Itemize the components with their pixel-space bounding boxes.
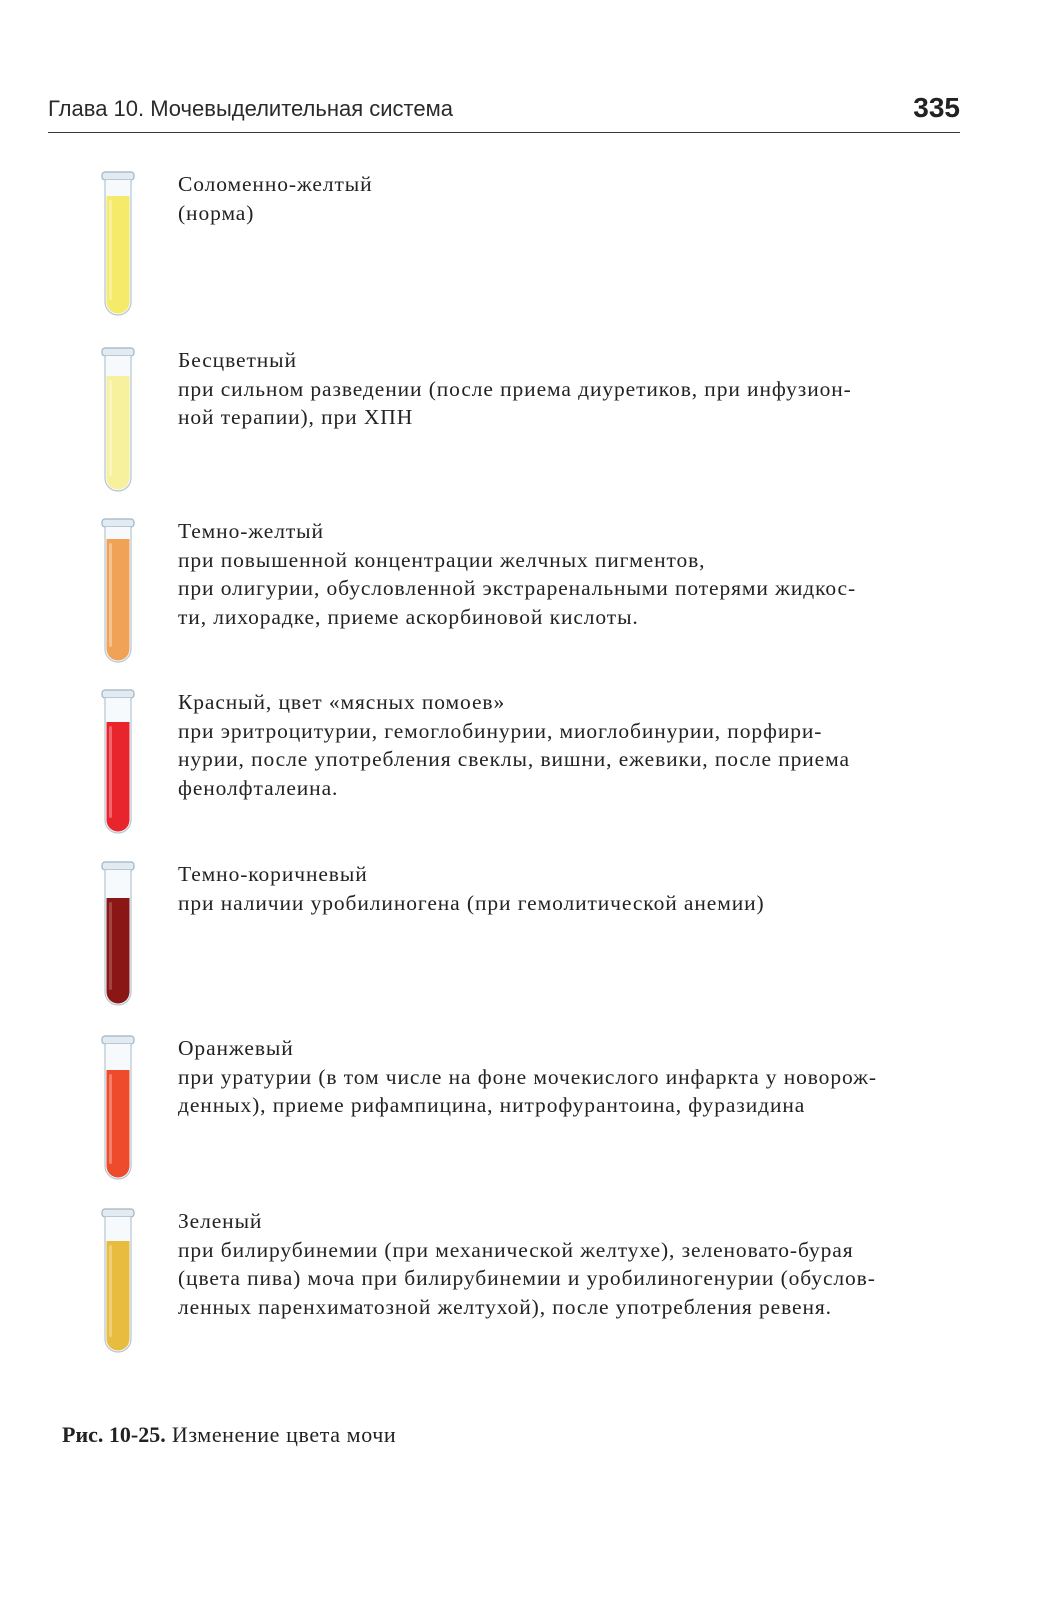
figure-number: Рис. 10-25. [62,1422,166,1447]
color-entry-red [0,688,1058,848]
color-entry-colorless [0,346,1058,506]
color-name: Бесцветный [178,348,297,372]
test-tube-icon [98,860,138,1010]
test-tube-icon [98,1207,138,1357]
color-entry-dark-yellow [0,517,1058,677]
figure-caption-text: Изменение цвета мочи [171,1422,397,1447]
page-number: 335 [913,92,960,123]
test-tube-icon [98,1034,138,1184]
color-entry-straw-yellow [0,170,1058,330]
running-header [48,92,960,133]
color-name: Соломенно-желтый [178,172,373,196]
test-tube-icon [98,170,138,320]
chapter-title: Глава 10. Мочевыделительная система [48,96,453,121]
color-description: (норма) [178,200,255,225]
color-description: при билирубинемии (при механической желтухе), зеленовато-бурая (цвета пива) моча при билирубинемии и уробилиногенурии (обуслов- ленных паренхиматозной желтухой), после употребления ревеня. [178,1237,876,1319]
color-name: Оранжевый [178,1036,294,1060]
color-name: Красный, цвет «мясных помоев» [178,690,506,714]
color-description: при уратурии (в том числе на фоне мочекислого инфаркта у новорож- денных), приеме рифампицина, нитрофурантоина, фуразидина [178,1064,877,1117]
test-tube-icon [98,517,138,667]
color-name: Темно-желтый [178,519,324,543]
color-entry-dark-brown [0,860,1058,1020]
figure-caption [62,1422,396,1448]
color-description: при эритроцитурии, гемоглобинурии, миоглобинурии, порфири- нурии, после употребления свеклы, вишни, ежевики, после приема фенолфталеина. [178,718,850,800]
test-tube-icon [98,346,138,496]
color-description: при повышенной концентрации желчных пигментов, при олигурии, обусловленной экстраренальными потерями жидкос- ти, лихорадке, приеме аскорбиновой кислоты. [178,547,857,629]
color-description: при сильном разведении (после приема диуретиков, при инфузион- ной терапии), при ХПН [178,376,852,429]
color-name: Зеленый [178,1209,263,1233]
test-tube-icon [98,688,138,838]
color-name: Темно-коричневый [178,862,368,886]
color-description: при наличии уробилиногена (при гемолитической анемии) [178,890,765,915]
color-entry-green [0,1207,1058,1367]
color-entry-orange [0,1034,1058,1194]
